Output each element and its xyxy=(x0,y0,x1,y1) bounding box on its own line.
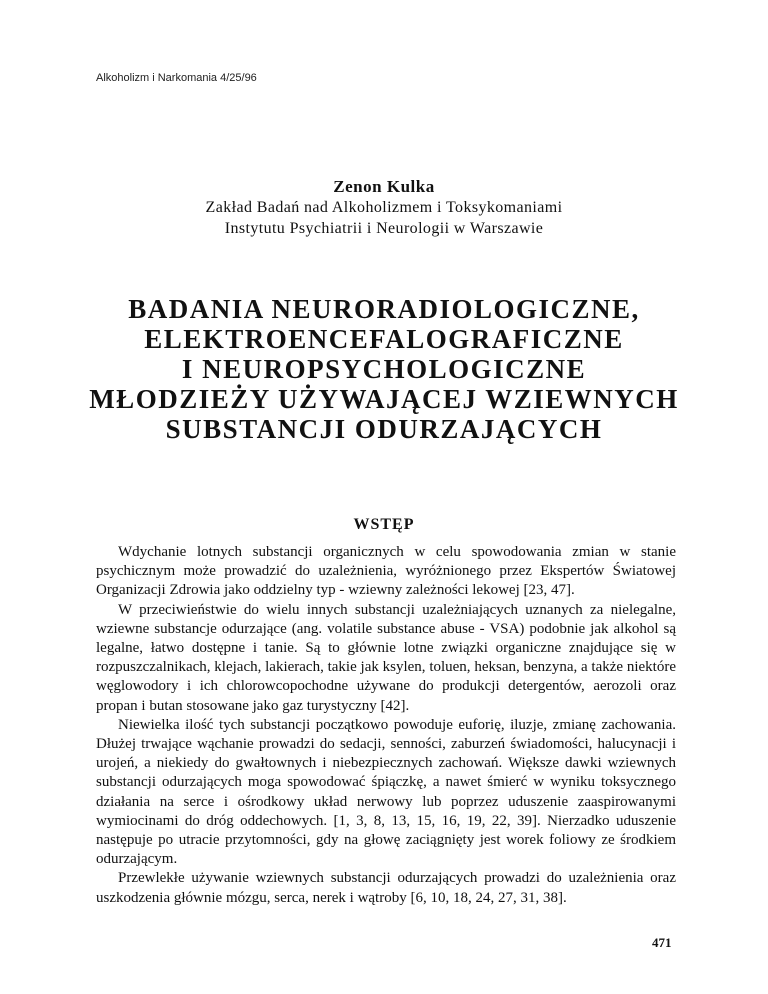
title-line: BADANIA NEURORADIOLOGICZNE, xyxy=(128,294,640,324)
section-heading: WSTĘP xyxy=(353,516,415,533)
affiliation-line-2: Instytutu Psychiatrii i Neurologii w Warszawie xyxy=(224,220,544,237)
title-line: SUBSTANCJI ODURZAJĄCYCH xyxy=(165,414,603,444)
body-text xyxy=(96,543,676,908)
paragraph: Wdychanie lotnych substancji organicznych w celu spowodowania zmian w stanie psychicznym może prowadzić do uzależnienia, wyróżnionego przez Ekspertów Światowej Organizacji Zdrowia jako oddzielny typ - wziewny zależności lekowej [23, 47]. xyxy=(96,544,676,599)
title-line: I NEUROPSYCHOLOGICZNE xyxy=(181,354,587,384)
author-block xyxy=(0,176,768,239)
paragraph: Niewielka ilość tych substancji początkowo powoduje euforię, iluzje, zmianę zachowania. Dłużej trwające wąchanie prowadzi do sedacji, senności, zaburzeń świadomości, halucynacji i urojeń, a niekiedy do gwałtownych i niebezpiecznych zachowań. Większe dawki wziewnych substancji odurzających moga spowodować śpiączkę, a nawet śmierć w wyniku toksycznego działania na serce i ośrodkowy układ nerwowy lub poprzez uduszenie zaaspirowanymi wymiocinami do dróg oddechowych. [1, 3, 8, 13, 15, 16, 19, 22, 39]. Nierzadko uduszenie następuje po utracie przytomności, gdy na głowę zaciągnięty jest worek foliowy ze środkiem odurzającym. xyxy=(96,716,676,868)
paragraph: Przewlekłe używanie wziewnych substancji odurzających prowadzi do uzależnienia oraz uszkodzenia głównie mózgu, serca, nerek i wątroby [6, 10, 18, 24, 27, 31, 38]. xyxy=(96,870,676,906)
article-title xyxy=(0,294,768,444)
page-number: 471 xyxy=(652,935,672,950)
title-line: ELEKTROENCEFALOGRAFICZNE xyxy=(144,324,624,354)
paragraph: W przeciwieństwie do wielu innych substancji uzależniających uznanych za nielegalne, wziewne substancje odurzające (ang. volatile substance abuse - VSA) podobnie jak alkohol są legalne, łatwo dostępne i tanie. Są to głównie lotne związki organiczne znajdujące się w rozpuszczalnikach, klejach, lakierach, takie jak ksylen, toluen, heksan, benzyna, a także niektóre węglowodory i ich chlorowcopochodne używane do produkcji detergentów, aerozoli oraz propan i butan stosowane jako gaz turystyczny [42]. xyxy=(96,601,676,714)
running-head: Alkoholizm i Narkomania 4/25/96 xyxy=(96,72,257,84)
title-line: MŁODZIEŻY UŻYWAJĄCEJ WZIEWNYCH xyxy=(89,384,679,414)
affiliation-line-1: Zakład Badań nad Alkoholizmem i Toksykomaniami xyxy=(205,199,563,216)
author-name: Zenon Kulka xyxy=(333,177,435,196)
